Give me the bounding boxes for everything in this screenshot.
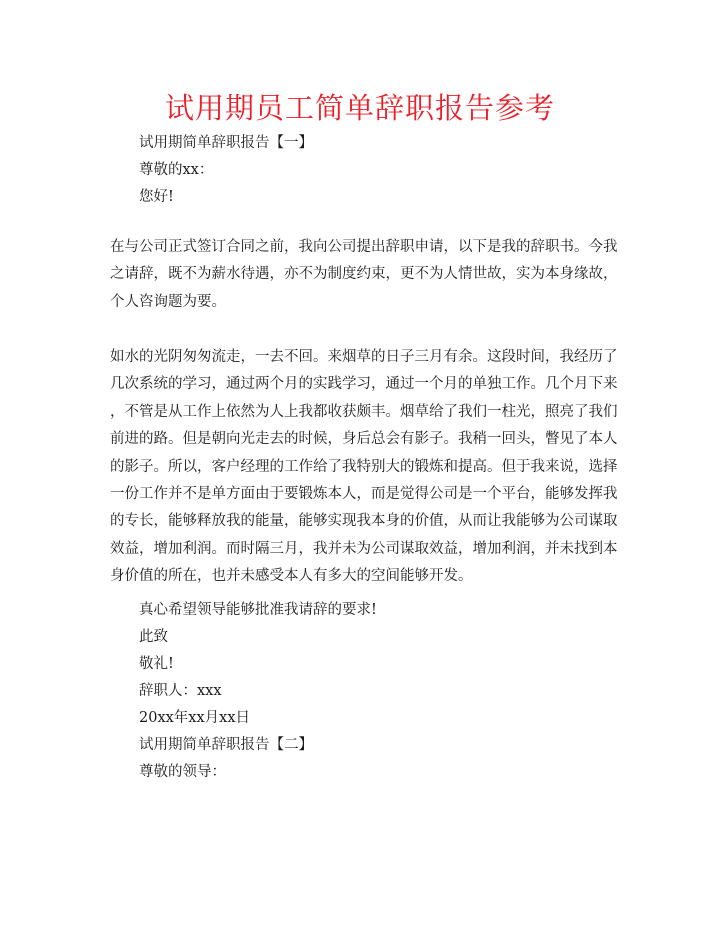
signer: 辞职人：xxx	[139, 683, 222, 699]
paragraph-line: 在与公司正式签订合同之前，我向公司提出辞职申请，以下是我的辞职书。今我	[110, 239, 618, 255]
document-title: 试用期员工简单辞职报告参考	[164, 91, 555, 125]
paragraph-line: 个人咨询题为要。	[110, 293, 226, 310]
paragraph-line: 几次系统的学习，通过两个月的实践学习，通过一个月的单独工作。几个月下来	[110, 376, 618, 393]
paragraph-2	[110, 344, 618, 591]
paragraph-line: 的专长，能够释放我的能量，能够实现我本身的价值，从而让我能够为公司谋取	[110, 513, 618, 530]
closing-jing-li: 敬礼!	[139, 656, 174, 672]
paragraph-line: 前进的路。但是朝向光走去的时候，身后总会有影子。我稍一回头，瞥见了本人	[110, 431, 618, 448]
closing-ci-zhi: 此致	[139, 629, 168, 645]
hope-statement: 真心希望领导能够批准我请辞的要求!	[139, 602, 377, 618]
paragraph-line: 一份工作并不是单方面由于要锻炼本人，而是觉得公司是一个平台，能够发挥我	[110, 486, 618, 503]
paragraph-1	[110, 234, 618, 316]
paragraph-line: 如水的光阴匆匆流走，一去不回。来烟草的日子三月有余。这段时间，我经历了	[110, 349, 618, 365]
paragraph-line: ，不管是从工作上依然为人上我都收获颇丰。烟草给了我们一柱光，照亮了我们	[110, 403, 618, 420]
salutation-1: 尊敬的xx：	[139, 162, 214, 178]
paragraph-line: 的影子。所以，客户经理的工作给了我特别大的锻炼和提高。但于我来说，选择	[110, 458, 618, 475]
salutation-2: 尊敬的领导：	[139, 764, 226, 780]
paragraph-line: 身价值的所在，也并未感受本人有多大的空间能够开发。	[110, 568, 473, 585]
date: 20xx年xx月xx日	[139, 710, 251, 726]
greeting: 您好!	[139, 189, 174, 205]
paragraph-line: 之请辞，既不为薪水待遇，亦不为制度约束，更不为人情世故，实为本身缘故，	[110, 266, 618, 283]
section-heading-1: 试用期简单辞职报告【一】	[139, 135, 313, 151]
section-heading-2: 试用期简单辞职报告【二】	[139, 737, 313, 753]
paragraph-line: 效益，增加利润。而时隔三月，我并未为公司谋取效益，增加利润，并未找到本	[110, 540, 618, 557]
